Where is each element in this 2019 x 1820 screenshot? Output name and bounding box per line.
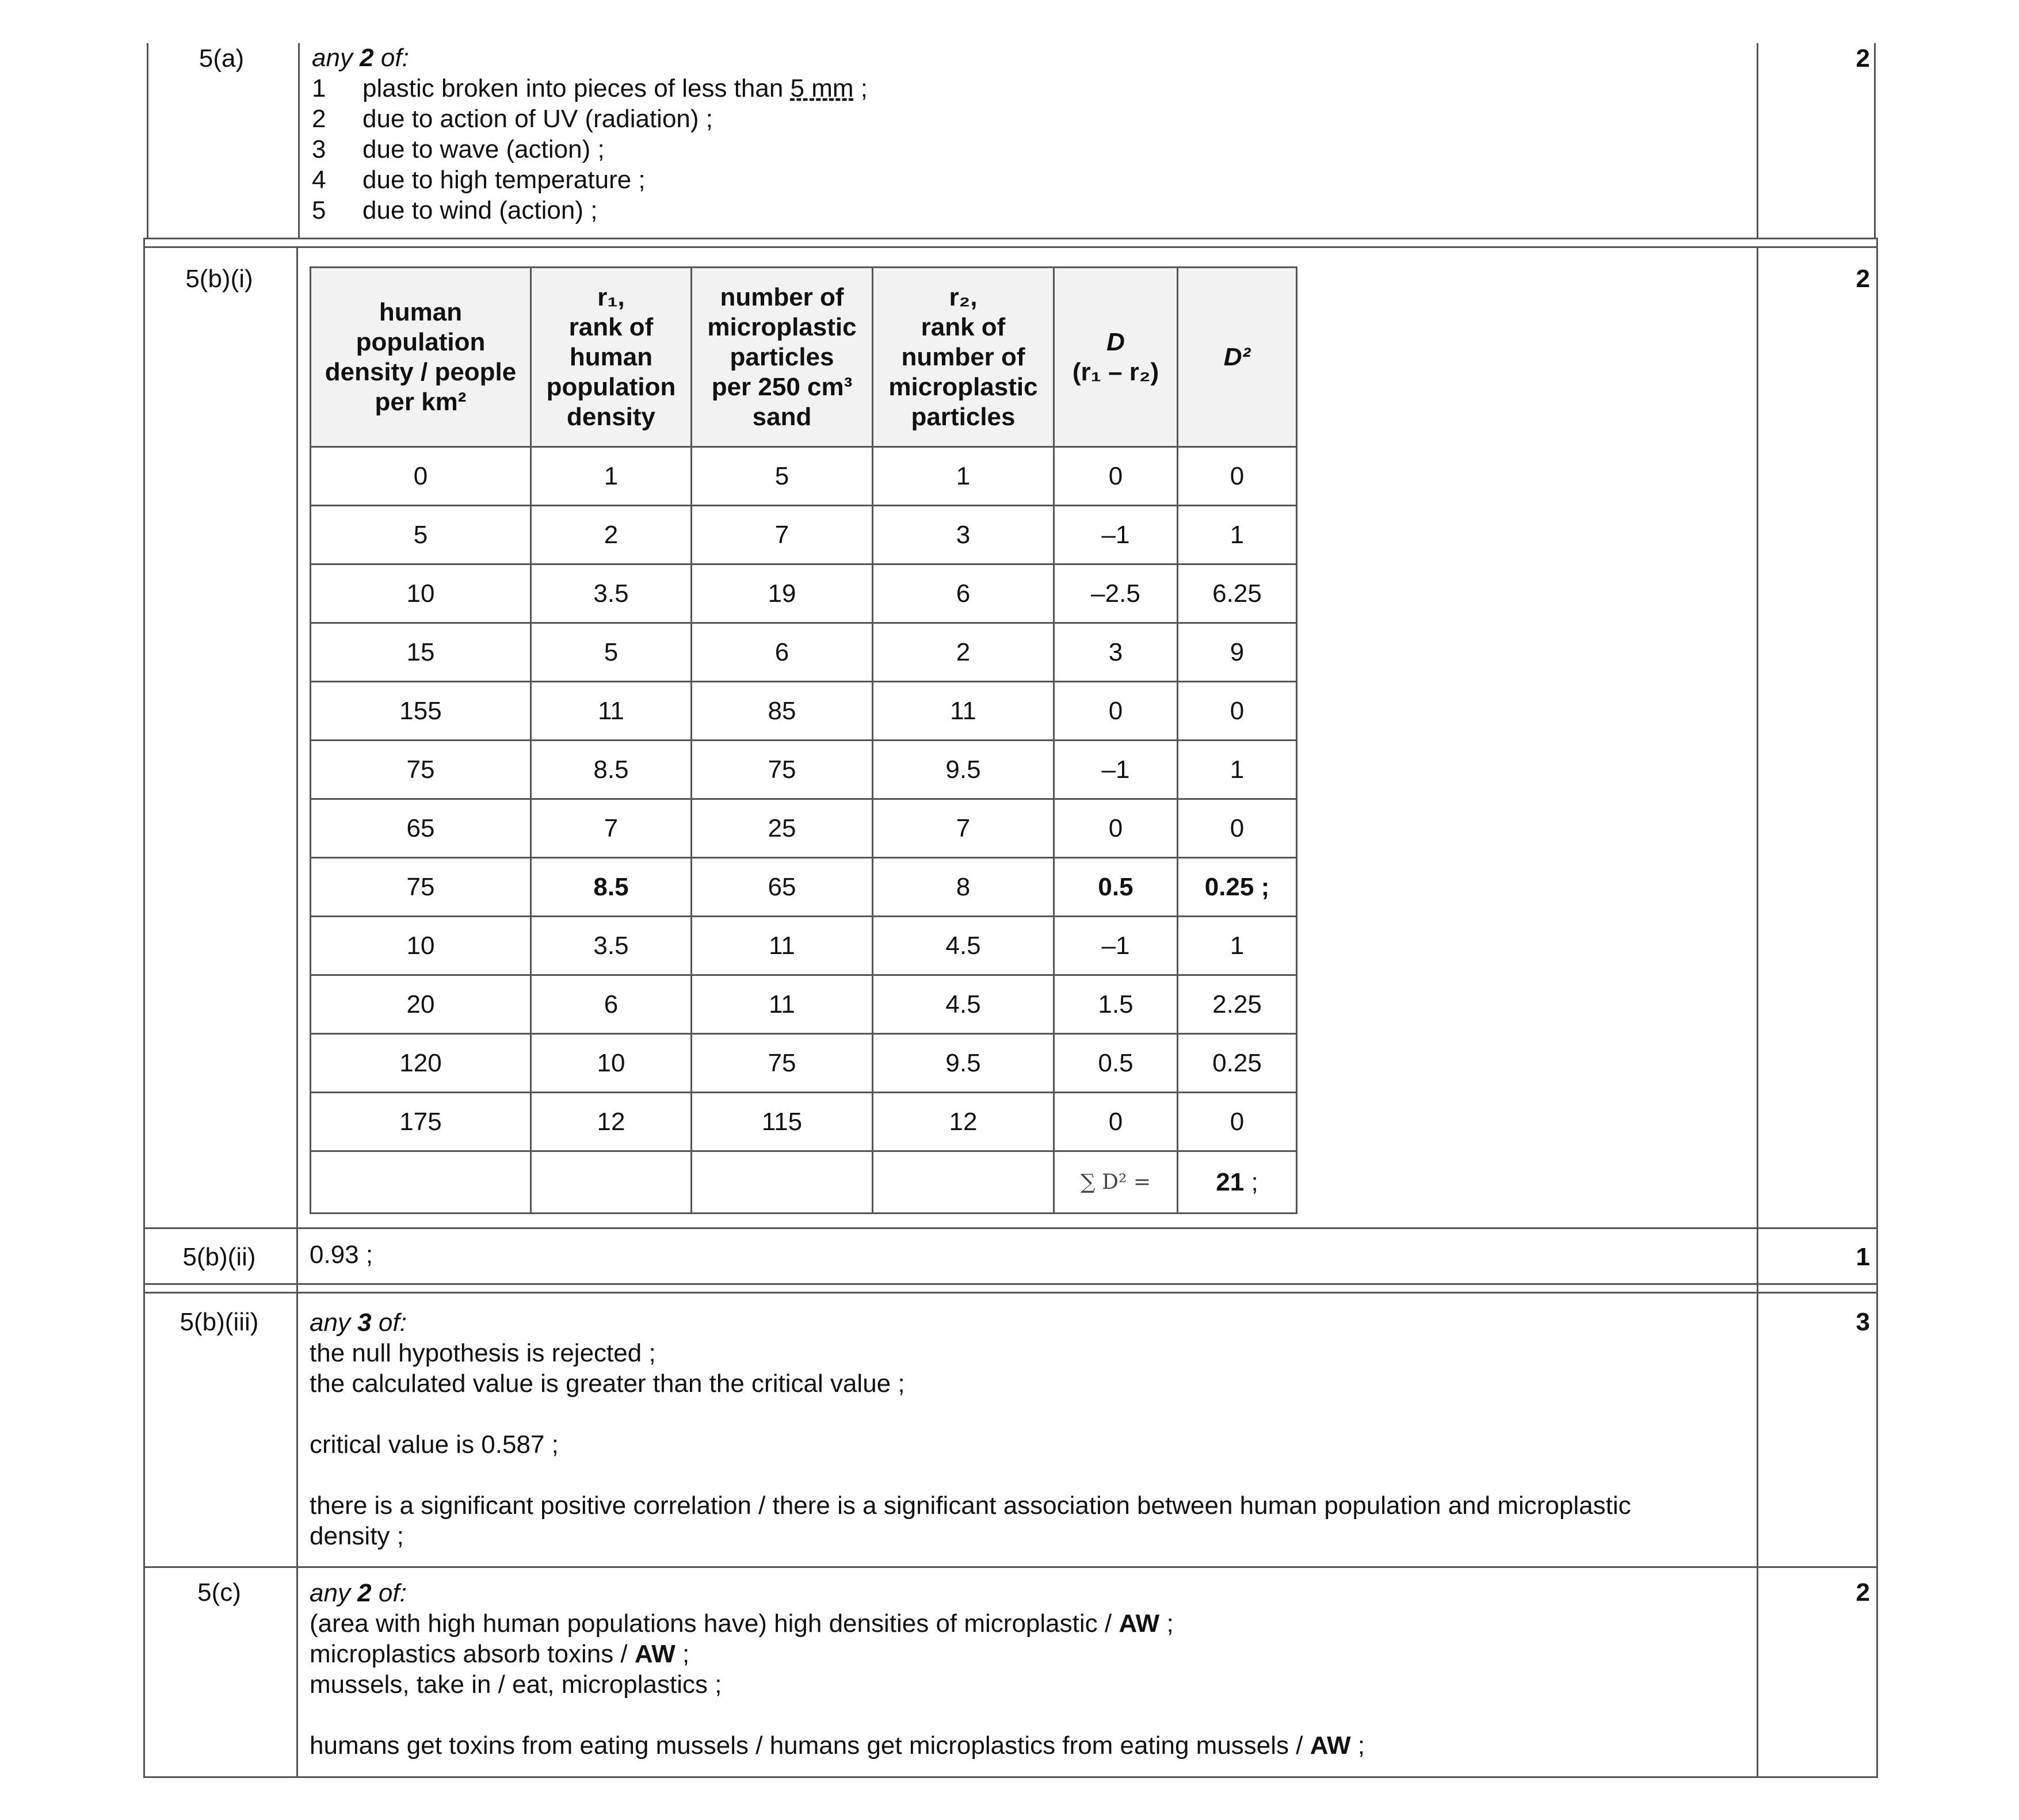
table-cell: 4.5	[873, 917, 1054, 975]
grid-line	[296, 246, 298, 1778]
list-item: 4 due to high temperature ;	[312, 166, 646, 194]
grid-line	[1757, 246, 1758, 1778]
table-cell: 3.5	[531, 917, 692, 975]
table-row	[311, 975, 1297, 1034]
grid-line	[143, 1292, 1878, 1294]
table-cell: 7	[531, 799, 692, 858]
answer-line: density ;	[310, 1522, 404, 1550]
table-cell: 0	[1054, 447, 1178, 506]
table-cell: 0.25 ;	[1178, 858, 1297, 917]
table-cell: 6.25	[1178, 564, 1297, 623]
answer-line: there is a significant positive correlation / there is a significant association between human population and microplastic	[310, 1491, 1631, 1520]
table-cell: 0	[1178, 447, 1297, 506]
table-cell: 1	[1178, 917, 1297, 975]
table-cell: 115	[692, 1093, 873, 1151]
answer-line: mussels, take in / eat, microplastics ;	[310, 1670, 722, 1699]
mark-value: 2	[1856, 1578, 1870, 1607]
table-cell: 3	[873, 506, 1054, 564]
grid-line	[143, 1283, 1878, 1285]
grid-line	[1876, 238, 1878, 1778]
grid-line	[1757, 43, 1758, 239]
answer-intro: any 3 of:	[310, 1308, 407, 1337]
answer-line: humans get toxins from eating mussels / humans get microplastics from eating mussels / AW ;	[310, 1731, 1365, 1760]
list-item: 3 due to wave (action) ;	[312, 135, 605, 163]
answer-block-5c	[310, 1578, 1365, 1761]
table-row	[311, 447, 1297, 506]
table-cell: 10	[311, 564, 531, 623]
table-cell: 155	[311, 682, 531, 741]
table-row	[311, 682, 1297, 741]
table-cell: 8.5	[531, 858, 692, 917]
table-cell: 85	[692, 682, 873, 741]
answer-block-5biii	[310, 1307, 1631, 1551]
table-cell: 65	[311, 799, 531, 858]
table-cell: 11	[531, 682, 692, 741]
answer-line: critical value is 0.587 ;	[310, 1430, 559, 1459]
table-cell: 6	[692, 623, 873, 682]
table-cell: 3	[1054, 623, 1178, 682]
table-cell: 11	[873, 682, 1054, 741]
table-cell: 0	[311, 447, 531, 506]
table-cell: 75	[311, 741, 531, 799]
column-header: human population density / people per km²	[311, 268, 531, 447]
question-number: 5(a)	[199, 44, 245, 73]
table-cell: 10	[311, 917, 531, 975]
table-cell: 12	[531, 1093, 692, 1151]
table-cell: 0	[1054, 1093, 1178, 1151]
table-row	[311, 741, 1297, 799]
table-cell: 0.5	[1054, 1034, 1178, 1093]
column-header: D²	[1178, 268, 1297, 447]
sum-value: 21	[1216, 1167, 1245, 1196]
table-cell: 1	[1178, 506, 1297, 564]
table-cell: 1	[873, 447, 1054, 506]
table-cell: 0	[1054, 799, 1178, 858]
question-number: 5(b)(i)	[185, 265, 253, 293]
answer-line: (area with high human populations have) high densities of microplastic / AW ;	[310, 1609, 1174, 1638]
sum-label: ∑ D² =	[1054, 1151, 1178, 1214]
answer-line: the null hypothesis is rejected ;	[310, 1339, 656, 1367]
table-cell	[531, 1151, 692, 1214]
table-cell: 4.5	[873, 975, 1054, 1034]
table-cell: 75	[311, 858, 531, 917]
table-cell: –1	[1054, 506, 1178, 564]
table-cell: 11	[692, 975, 873, 1034]
mark-value: 2	[1856, 265, 1870, 293]
table-cell: 25	[692, 799, 873, 858]
table-cell: 9	[1178, 623, 1297, 682]
table-cell: 0.5	[1054, 858, 1178, 917]
mark-value: 1	[1856, 1243, 1870, 1271]
table-cell: 10	[531, 1034, 692, 1093]
table-row	[311, 917, 1297, 975]
grid-line	[143, 1227, 1878, 1229]
table-cell: 2	[873, 623, 1054, 682]
mark-value: 2	[1856, 44, 1870, 73]
answer-intro: any 2 of:	[312, 44, 409, 72]
table-cell: 175	[311, 1093, 531, 1151]
grid-line	[143, 246, 1878, 248]
table-row	[311, 506, 1297, 564]
table-cell: 120	[311, 1034, 531, 1093]
grid-line	[1874, 43, 1876, 239]
question-number: 5(c)	[197, 1578, 241, 1607]
table-cell: 1	[1178, 741, 1297, 799]
table-cell: 9.5	[873, 741, 1054, 799]
table-cell: –1	[1054, 917, 1178, 975]
table-cell: 65	[692, 858, 873, 917]
column-header: r₁, rank of human population density	[531, 268, 692, 447]
answer-line: the calculated value is greater than the critical value ;	[310, 1369, 905, 1398]
table-cell	[873, 1151, 1054, 1214]
table-cell: 3.5	[531, 564, 692, 623]
table-row	[311, 623, 1297, 682]
table-cell: 8.5	[531, 741, 692, 799]
answer-line: microplastics absorb toxins / AW ;	[310, 1640, 690, 1668]
spearman-rank-table	[310, 266, 1297, 1214]
table-row-answer	[311, 858, 1297, 917]
table-cell: 75	[692, 741, 873, 799]
table-cell: 1.5	[1054, 975, 1178, 1034]
answer-intro: any 2 of:	[310, 1579, 407, 1607]
table-cell: 2	[531, 506, 692, 564]
grid-line	[143, 1566, 1878, 1568]
table-cell: 0	[1178, 799, 1297, 858]
answer-5bii: 0.93 ;	[310, 1241, 373, 1269]
table-cell: 0.25	[1178, 1034, 1297, 1093]
list-item: 2 due to action of UV (radiation) ;	[312, 105, 713, 133]
table-cell: 9.5	[873, 1034, 1054, 1093]
question-number: 5(b)(iii)	[180, 1308, 259, 1336]
table-cell: 12	[873, 1093, 1054, 1151]
table-cell: 15	[311, 623, 531, 682]
table-row	[311, 564, 1297, 623]
table-cell: 5	[311, 506, 531, 564]
table-cell: 20	[311, 975, 531, 1034]
table-sum-row	[311, 1151, 1297, 1214]
table-row	[311, 1034, 1297, 1093]
column-header: D (r₁ – r₂)	[1054, 268, 1178, 447]
table-header-row	[311, 268, 1297, 447]
table-row	[311, 1093, 1297, 1151]
table-cell: 19	[692, 564, 873, 623]
grid-line	[143, 1776, 1878, 1778]
table-cell	[311, 1151, 531, 1214]
sum-value-cell	[1178, 1151, 1297, 1214]
table-cell: –2.5	[1054, 564, 1178, 623]
column-header: number of microplastic particles per 250 cm³ sand	[692, 268, 873, 447]
table-cell: 6	[531, 975, 692, 1034]
list-item: 5 due to wind (action) ;	[312, 196, 598, 224]
table-cell: 5	[531, 623, 692, 682]
table-cell	[692, 1151, 873, 1214]
table-cell: 1	[531, 447, 692, 506]
grid-line	[143, 238, 1878, 239]
table-cell: 8	[873, 858, 1054, 917]
sum-tail: ;	[1244, 1167, 1258, 1196]
table-cell: 0	[1178, 1093, 1297, 1151]
list-item: 1 plastic broken into pieces of less than 5 mm ;	[312, 74, 868, 102]
mark-value: 3	[1856, 1308, 1870, 1336]
table-cell: 11	[692, 917, 873, 975]
table-cell: 7	[873, 799, 1054, 858]
table-cell: 5	[692, 447, 873, 506]
table-cell: 75	[692, 1034, 873, 1093]
column-header: r₂, rank of number of microplastic particles	[873, 268, 1054, 447]
table-cell: 7	[692, 506, 873, 564]
answer-block-5a	[312, 43, 868, 226]
table-cell: 2.25	[1178, 975, 1297, 1034]
table-cell: 0	[1054, 682, 1178, 741]
table-row	[311, 799, 1297, 858]
table-cell: 0	[1178, 682, 1297, 741]
grid-line	[143, 238, 145, 1778]
table-cell: 6	[873, 564, 1054, 623]
question-number: 5(b)(ii)	[182, 1243, 256, 1271]
table-cell: –1	[1054, 741, 1178, 799]
